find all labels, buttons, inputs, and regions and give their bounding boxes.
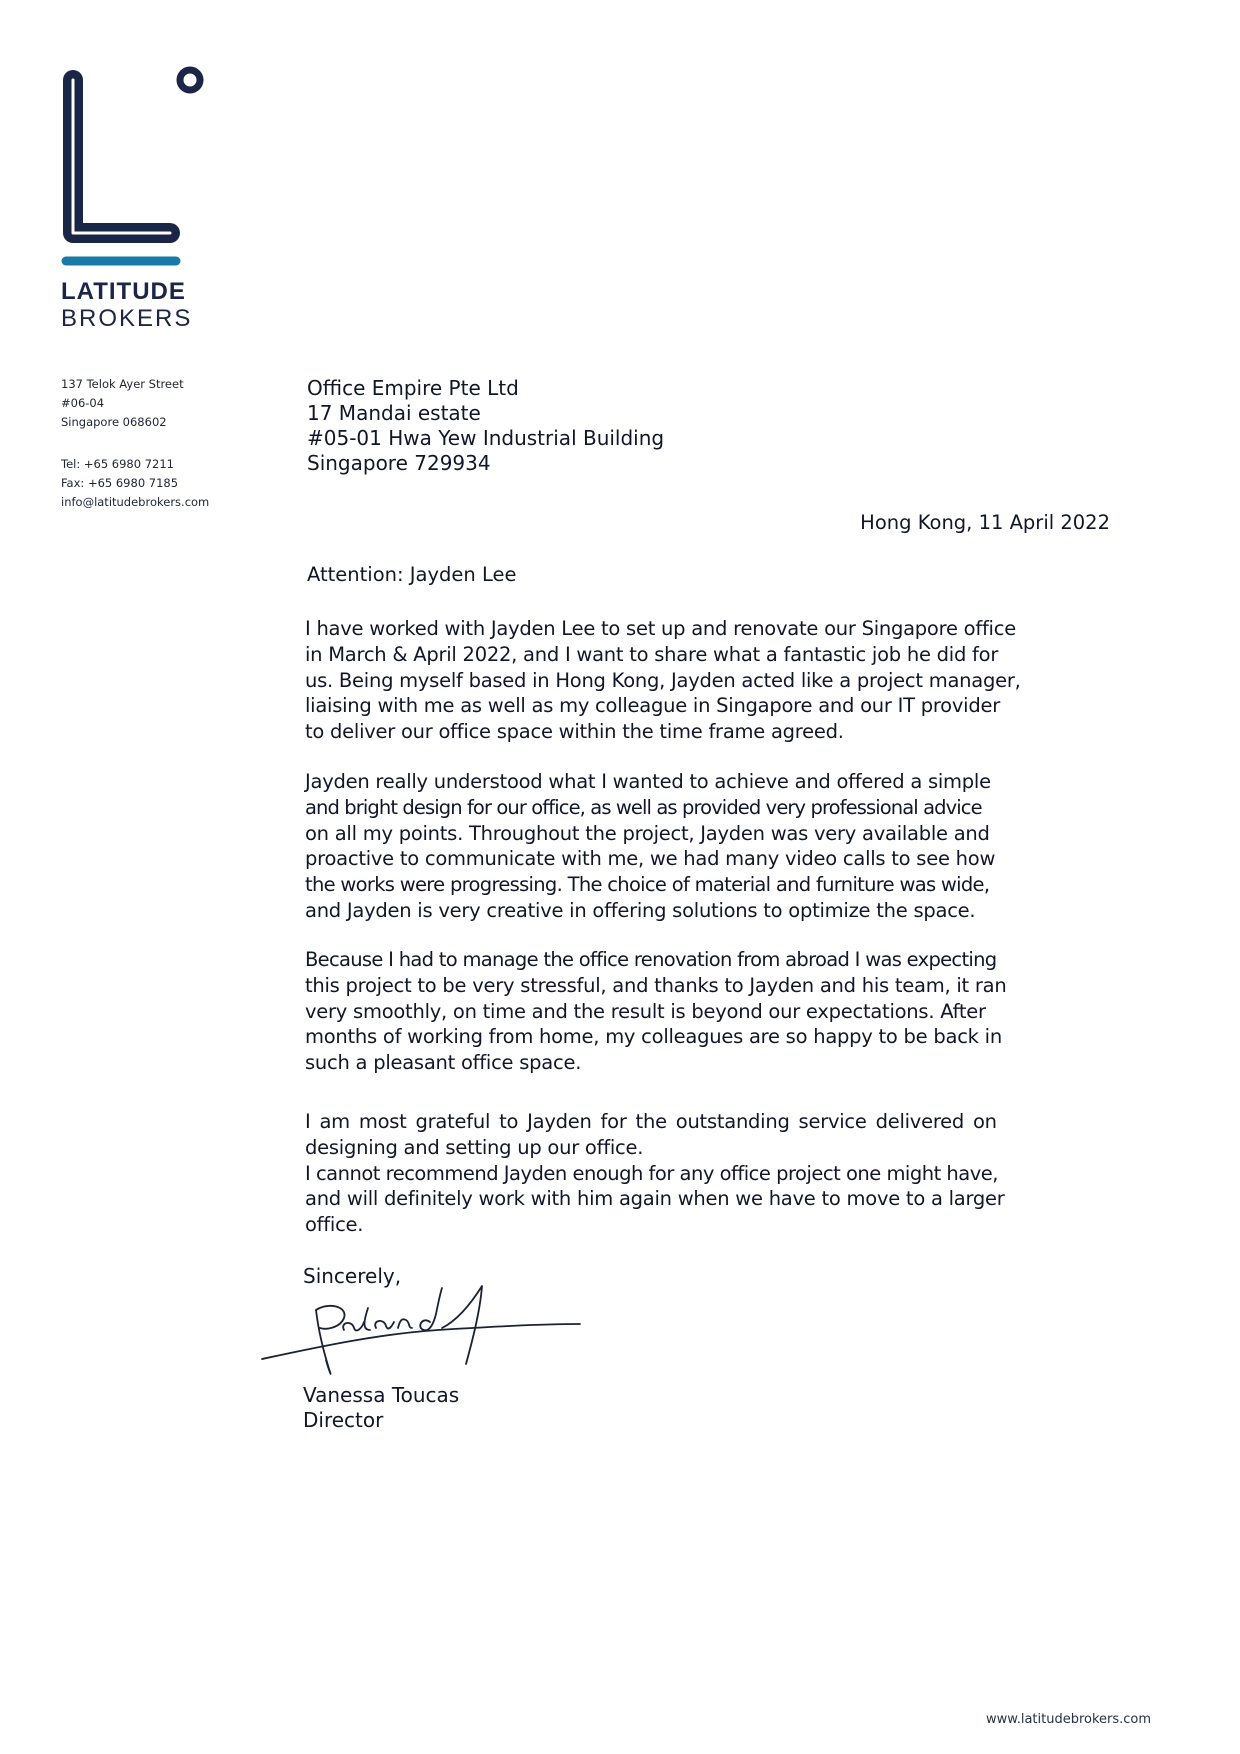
body-line: I am most grateful to Jayden for the outstanding service delivered on: [305, 1110, 997, 1133]
sender-address: [61, 375, 184, 432]
body-line: us. Being myself based in Hong Kong, Jayden acted like a project manager,: [305, 668, 1021, 692]
attention-line: Attention: Jayden Lee: [307, 563, 517, 586]
body-line: such a pleasant office space.: [305, 1051, 582, 1075]
sender-fax: Fax: +65 6980 7185: [61, 476, 179, 490]
brand-name-brokers: BROKERS: [61, 305, 193, 332]
sender-address-line: 137 Telok Ayer Street: [61, 377, 184, 391]
body-line: liaising with me as well as my colleague in Singapore and our IT provider: [305, 694, 1000, 718]
body-line: on all my points. Throughout the project, Jayden was very available and: [305, 821, 990, 845]
recipient-address: [307, 376, 664, 476]
body-line: and Jayden is very creative in offering solutions to optimize the space.: [305, 898, 976, 922]
body-line: Because I had to manage the office renovation from abroad I was expecting: [305, 948, 997, 971]
body-line: proactive to communicate with me, we had many video calls to see how: [305, 847, 996, 871]
body-line: I have worked with Jayden Lee to set up and renovate our Singapore office: [305, 617, 1016, 640]
body-line: and will definitely work with him again when we have to move to a larger: [305, 1187, 1005, 1211]
body-line: Jayden really understood what I wanted to achieve and offered a simple: [305, 770, 991, 793]
body-line: very smoothly, on time and the result is beyond our expectations. After: [305, 999, 986, 1023]
body-line: this project to be very stressful, and thanks to Jayden and his team, it ran: [305, 973, 1007, 997]
body-line: months of working from home, my colleagues are so happy to be back in: [305, 1025, 1002, 1049]
brand-name-latitude: LATITUDE: [61, 278, 186, 305]
body-line: office.: [305, 1213, 364, 1237]
body-line: I cannot recommend Jayden enough for any office project one might have,: [305, 1161, 998, 1185]
body-line: the works were progressing. The choice of material and furniture was wide,: [305, 873, 990, 897]
body-line: in March & April 2022, and I want to share what a fantastic job he did for: [305, 642, 999, 666]
letter-date: Hong Kong, 11 April 2022: [860, 511, 1110, 534]
sender-address-line: Singapore 068602: [61, 415, 167, 429]
body-paragraph-1: [305, 616, 1111, 745]
recipient-line: Office Empire Pte Ltd: [307, 376, 519, 400]
body-paragraph-4: [305, 1109, 1111, 1238]
body-paragraph-3: [305, 947, 1111, 1076]
signer-name: Vanessa Toucas: [303, 1383, 460, 1407]
latitude-brokers-logo-icon: [56, 66, 226, 276]
sender-email: info@latitudebrokers.com: [61, 495, 210, 509]
sender-address-line: #06-04: [61, 396, 105, 410]
body-line: and bright design for our office, as well as provided very professional advice: [305, 795, 982, 819]
sender-phone: Tel: +65 6980 7211: [61, 457, 174, 471]
footer-website: www.latitudebrokers.com: [986, 1712, 1152, 1727]
closing-salutation: Sincerely,: [303, 1264, 402, 1288]
handwritten-signature-icon: [258, 1272, 598, 1387]
signer-title: Director: [303, 1408, 384, 1432]
body-line: designing and setting up our office.: [305, 1135, 644, 1159]
recipient-line: Singapore 729934: [307, 451, 491, 475]
recipient-line: 17 Mandai estate: [307, 401, 481, 425]
sender-contact: [61, 455, 209, 512]
body-paragraph-2: [305, 769, 1111, 924]
recipient-line: #05-01 Hwa Yew Industrial Building: [307, 426, 665, 450]
body-line: to deliver our office space within the time frame agreed.: [305, 720, 844, 744]
